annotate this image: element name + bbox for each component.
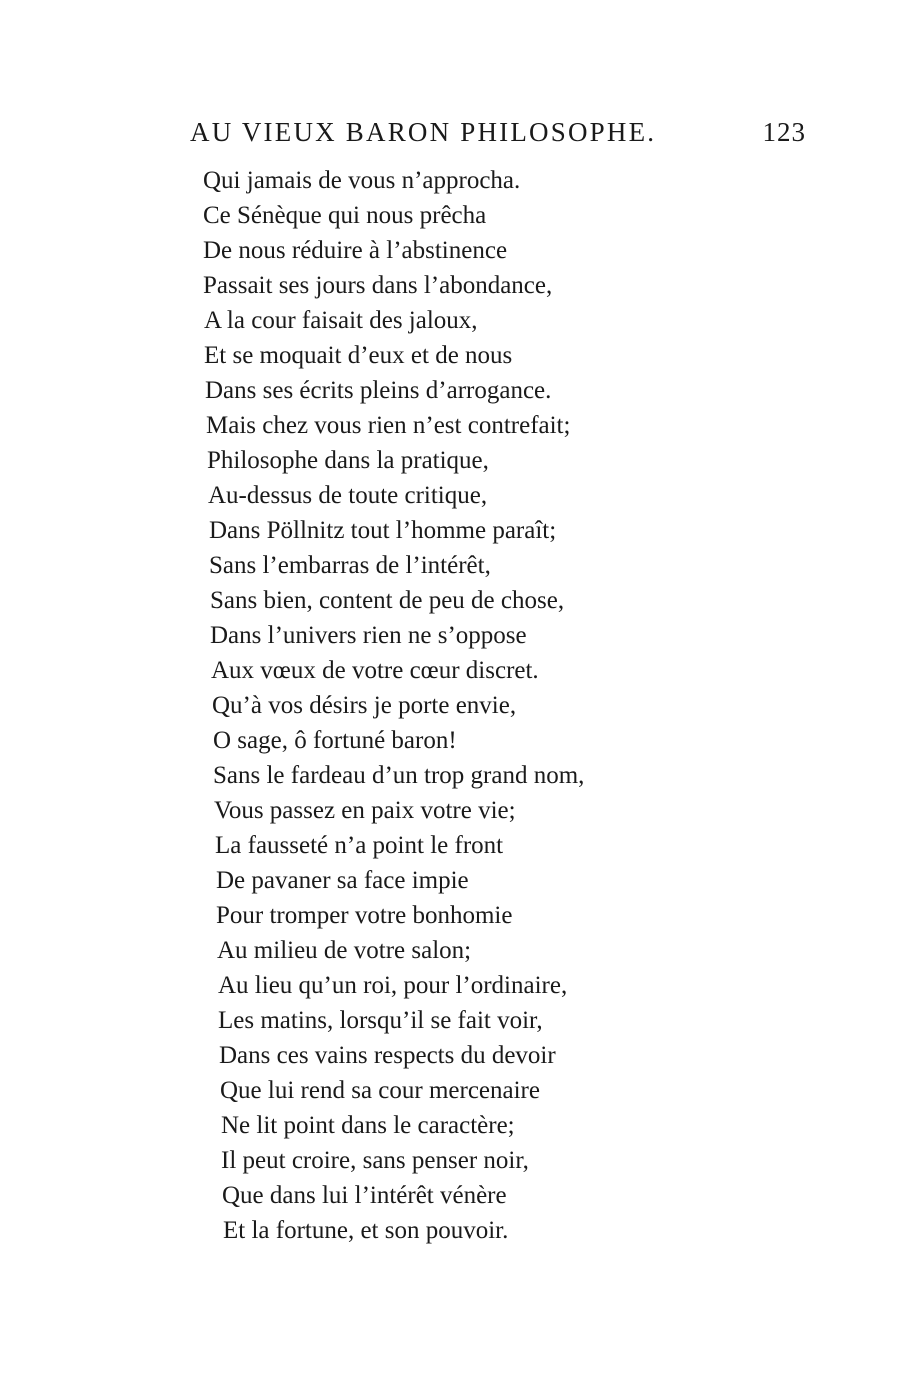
verse-line: La fausseté n’a point le front	[215, 832, 504, 859]
verse-line: Sans bien, content de peu de chose,	[210, 587, 565, 614]
verse-line: Dans l’univers rien ne s’oppose	[210, 622, 527, 649]
verse-line: Ne lit point dans le caractère;	[221, 1112, 515, 1139]
verse-line: De nous réduire à l’abstinence	[203, 237, 508, 264]
verse-line: Qui jamais de vous n’approcha.	[203, 167, 521, 194]
verse-line: Il peut croire, sans penser noir,	[221, 1147, 529, 1174]
running-head	[190, 112, 812, 152]
verse-line: Dans ces vains respects du devoir	[219, 1042, 556, 1069]
running-title: AU VIEUX BARON PHILOSOPHE.	[190, 117, 657, 147]
verse-line: Vous passez en paix votre vie;	[214, 797, 516, 824]
verse-line: Dans ses écrits pleins d’arrogance.	[205, 377, 552, 404]
verse-line: Pour tromper votre bonhomie	[216, 902, 513, 929]
verse-line: Au-dessus de toute critique,	[208, 482, 488, 509]
verse-line: Philosophe dans la pratique,	[207, 447, 489, 474]
verse-line: Qu’à vos désirs je porte envie,	[212, 692, 517, 719]
verse-line: Et la fortune, et son pouvoir.	[223, 1217, 509, 1244]
verse-line: De pavaner sa face impie	[216, 867, 469, 894]
verse-line: O sage, ô fortuné baron!	[213, 727, 457, 754]
poem	[203, 163, 763, 1248]
verse-line: Les matins, lorsqu’il se fait voir,	[218, 1007, 543, 1034]
page-number: 123	[762, 117, 806, 147]
verse-line: Mais chez vous rien n’est contrefait;	[206, 412, 571, 439]
verse-line: Ce Sénèque qui nous prêcha	[203, 202, 487, 229]
verse-line: Aux vœux de votre cœur discret.	[211, 657, 539, 684]
verse-line: Passait ses jours dans l’abondance,	[203, 272, 553, 299]
verse-line: Sans le fardeau d’un trop grand nom,	[213, 762, 585, 789]
verse-line: Dans Pöllnitz tout l’homme paraît;	[209, 517, 557, 544]
verse-line: Et se moquait d’eux et de nous	[204, 342, 513, 369]
verse-line: Que dans lui l’intérêt vénère	[222, 1182, 507, 1209]
verse-line: Sans l’embarras de l’intérêt,	[209, 552, 491, 579]
verse-line: Que lui rend sa cour mercenaire	[220, 1077, 540, 1104]
verse-line: A la cour faisait des jaloux,	[204, 307, 478, 334]
verse-line: Au lieu qu’un roi, pour l’ordinaire,	[218, 972, 568, 999]
verse-line: Au milieu de votre salon;	[217, 937, 472, 964]
